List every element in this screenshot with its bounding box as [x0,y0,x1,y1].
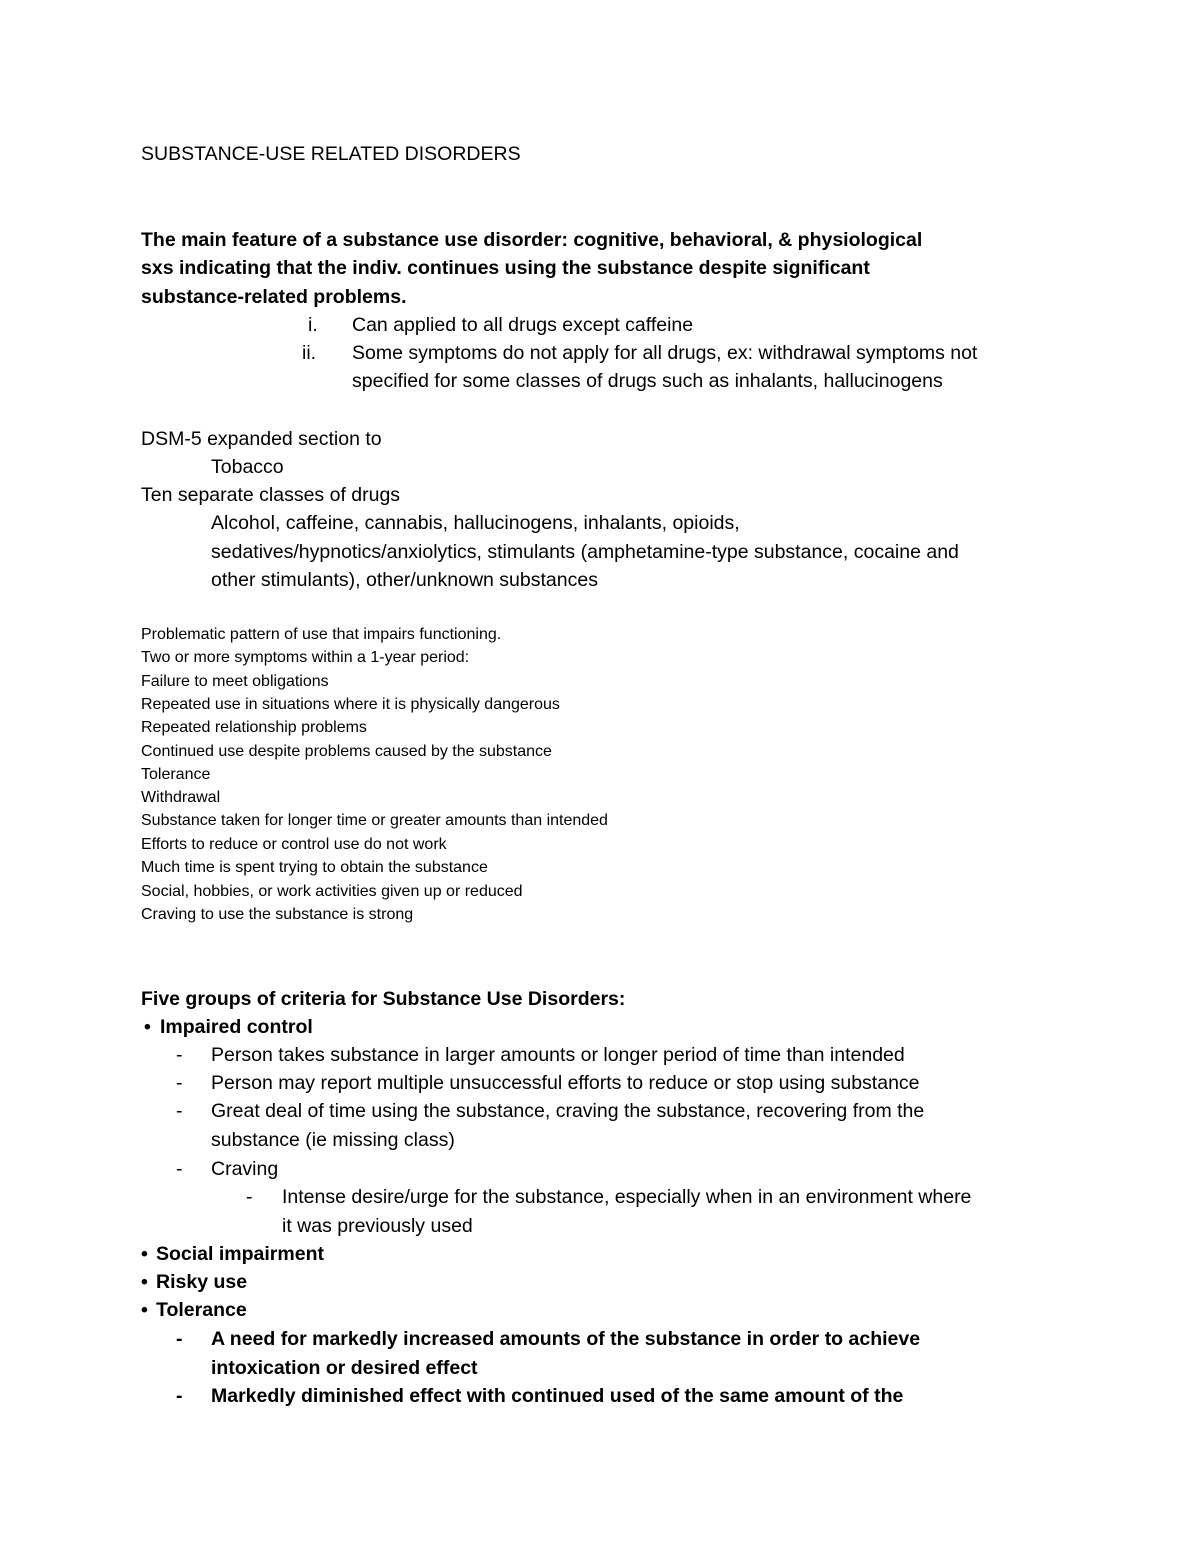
criteria-item: Two or more symptoms within a 1-year period: [141,649,470,666]
bullet: • [141,1299,148,1321]
roman-item-text: specified for some classes of drugs such as inhalants, hallucinogens [352,370,943,392]
roman-item-text: Some symptoms do not apply for all drugs, ex: withdrawal symptoms not [352,342,978,364]
tol-item: intoxication or desired effect [211,1357,478,1379]
dash: - [176,1100,183,1122]
criteria-item: Efforts to reduce or control use do not work [141,836,447,853]
bullet: • [141,1271,148,1293]
roman-marker: ii. [302,342,317,364]
criteria-item: Tolerance [141,766,211,783]
dash: - [246,1186,253,1208]
criteria-item: Repeated use in situations where it is physically dangerous [141,696,560,713]
criteria-item: Problematic pattern of use that impairs functioning. [141,626,502,643]
dash: - [176,1072,183,1094]
classes-line: other stimulants), other/unknown substances [211,569,598,591]
roman-marker: i. [308,314,318,336]
group-risky-use: Risky use [156,1271,248,1293]
criteria-item: Much time is spent trying to obtain the substance [141,859,488,876]
bullet: • [144,1016,151,1038]
criteria-item: Withdrawal [141,789,221,806]
ic-item: Person takes substance in larger amounts or longer period of time than intended [211,1044,905,1066]
classes-heading: Ten separate classes of drugs [141,484,401,506]
dash: - [176,1385,183,1407]
ic-item: Person may report multiple unsuccessful efforts to reduce or stop using substance [211,1072,920,1094]
group-social-impairment: Social impairment [156,1243,324,1265]
tol-item: A need for markedly increased amounts of the substance in order to achieve [211,1328,921,1350]
ic-item: Craving [211,1158,279,1180]
five-groups-heading: Five groups of criteria for Substance Use Disorders: [141,988,626,1010]
classes-line: sedatives/hypnotics/anxiolytics, stimulants (amphetamine-type substance, cocaine and [211,541,959,563]
classes-line: Alcohol, caffeine, cannabis, hallucinogens, inhalants, opioids, [211,512,740,534]
dsm-heading: DSM-5 expanded section to [141,428,382,450]
group-tolerance: Tolerance [156,1299,247,1321]
tol-item: Markedly diminished effect with continued used of the same amount of the [211,1385,904,1407]
main-feature-line-1: The main feature of a substance use disorder: cognitive, behavioral, & physiological [141,229,923,251]
criteria-item: Substance taken for longer time or greater amounts than intended [141,812,608,829]
criteria-item: Repeated relationship problems [141,719,367,736]
criteria-item: Craving to use the substance is strong [141,906,414,923]
ic-subitem: it was previously used [282,1215,473,1237]
criteria-item: Social, hobbies, or work activities given up or reduced [141,883,523,900]
dash: - [176,1328,183,1350]
ic-item: substance (ie missing class) [211,1129,455,1151]
bullet: • [141,1243,148,1265]
ic-subitem: Intense desire/urge for the substance, especially when in an environment where [282,1186,972,1208]
dsm-sub: Tobacco [211,456,284,478]
criteria-item: Continued use despite problems caused by the substance [141,743,552,760]
ic-item: Great deal of time using the substance, craving the substance, recovering from the [211,1100,925,1122]
page-title: SUBSTANCE-USE RELATED DISORDERS [141,143,521,165]
main-feature-line-2: sxs indicating that the indiv. continues using the substance despite significant [141,257,870,279]
main-feature-line-3: substance-related problems. [141,286,407,308]
dash: - [176,1158,183,1180]
criteria-item: Failure to meet obligations [141,673,329,690]
roman-item-text: Can applied to all drugs except caffeine [352,314,694,336]
dash: - [176,1044,183,1066]
group-impaired-control: Impaired control [160,1016,313,1038]
